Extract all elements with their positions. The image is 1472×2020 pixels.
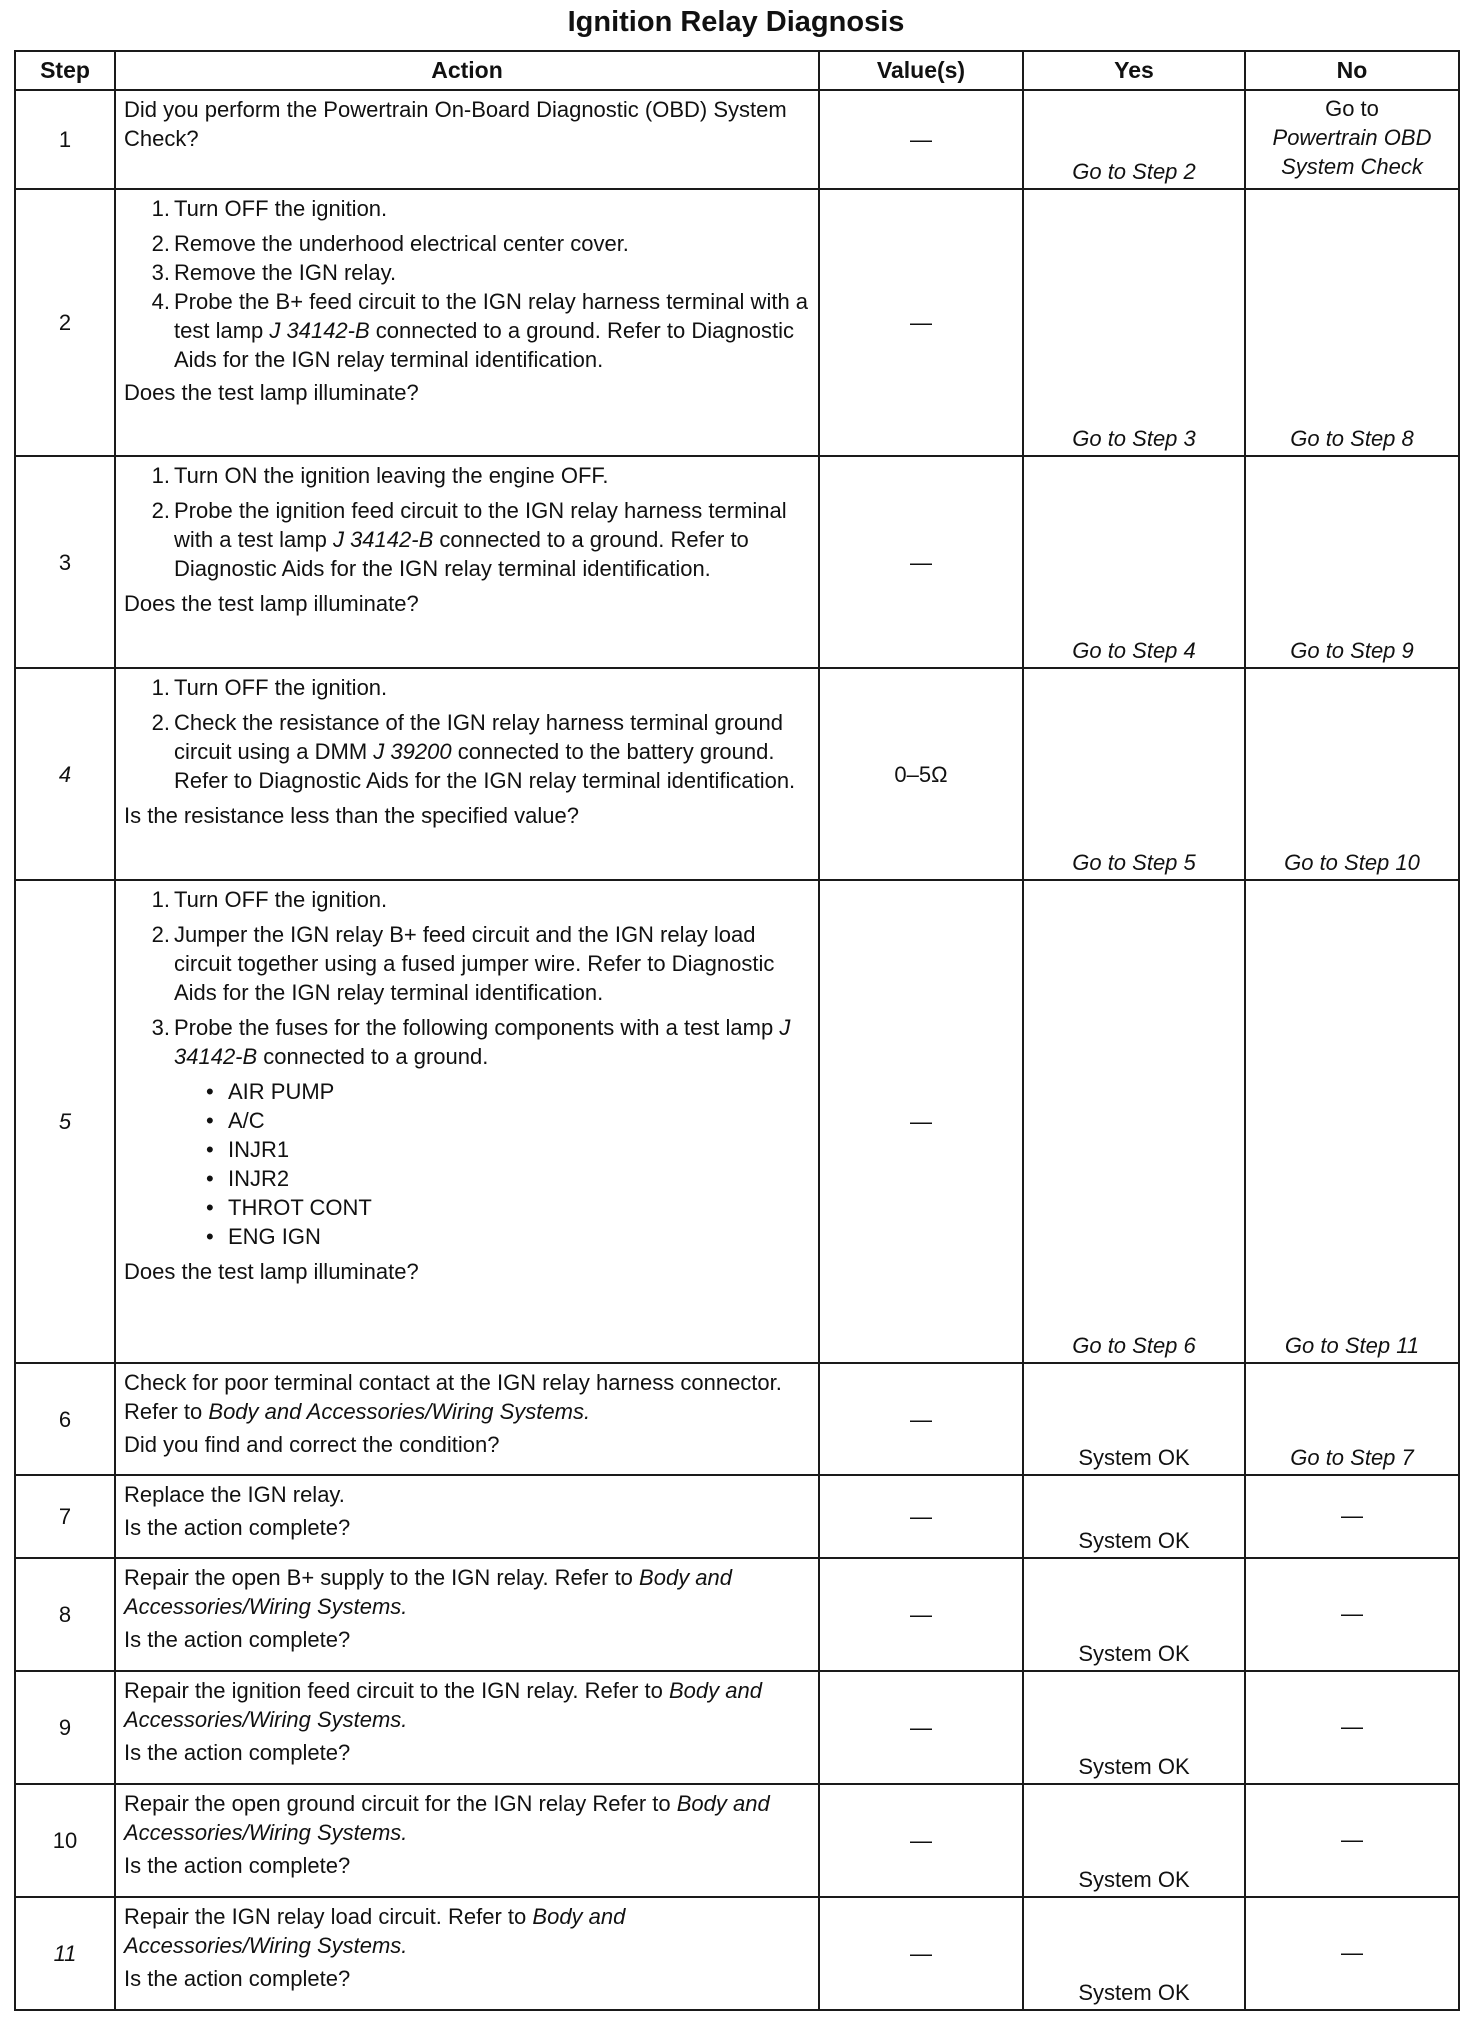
tool-number: J 34142-B xyxy=(332,527,434,552)
no-cell: — xyxy=(1245,1784,1459,1897)
yes-cell: Go to Step 3 xyxy=(1023,189,1245,456)
yes-cell: System OK xyxy=(1023,1897,1245,2010)
component-item: • A/C xyxy=(204,1106,812,1135)
step-number: 5 xyxy=(15,880,115,1363)
table-row xyxy=(15,1671,1459,1784)
reference-link: Body and Accessories/Wiring Systems. xyxy=(208,1399,591,1424)
value-cell: 0–5Ω xyxy=(819,668,1023,880)
header-step: Step xyxy=(15,51,115,90)
yes-cell: Go to Step 4 xyxy=(1023,456,1245,668)
reference-link: Body and Accessories/Wiring Systems. xyxy=(124,1904,626,1958)
action-text: Check for poor terminal contact at the IGN relay harness connector. Refer to xyxy=(124,1370,782,1424)
action-text: Replace the IGN relay. xyxy=(124,1482,345,1507)
no-cell: Go to Step 7 xyxy=(1245,1363,1459,1475)
yes-cell: System OK xyxy=(1023,1558,1245,1671)
tool-number: J 39200 xyxy=(373,739,452,764)
action-question: Is the action complete? xyxy=(124,1515,351,1540)
list-item: 1. Turn OFF the ignition. xyxy=(151,887,388,912)
table-row xyxy=(15,189,1459,456)
list-item: 4. Probe the B+ feed circuit to the IGN relay harness terminal with a test lamp J 34142-B connected to a ground. Refer to Diagnostic Aids for the IGN relay terminal identification. xyxy=(151,289,809,372)
action-cell xyxy=(115,1671,819,1784)
table-row xyxy=(15,456,1459,668)
step-number: 3 xyxy=(15,456,115,668)
value-cell: — xyxy=(819,90,1023,189)
component-item: • AIR PUMP xyxy=(204,1077,812,1106)
yes-cell: System OK xyxy=(1023,1475,1245,1558)
action-text: Repair the ignition feed circuit to the IGN relay. Refer to xyxy=(124,1678,663,1703)
table-row xyxy=(15,1558,1459,1671)
header-values: Value(s) xyxy=(819,51,1023,90)
action-cell xyxy=(115,189,819,456)
action-cell xyxy=(115,1558,819,1671)
table-row xyxy=(15,1363,1459,1475)
no-cell: Go to Step 10 xyxy=(1245,668,1459,880)
list-item: 1. Turn ON the ignition leaving the engine OFF. xyxy=(151,463,609,488)
step-number: 11 xyxy=(15,1897,115,2010)
component-item: • INJR2 xyxy=(204,1164,812,1193)
value-cell: — xyxy=(819,1363,1023,1475)
action-question: Is the action complete? xyxy=(124,1966,351,1991)
no-line: Go to xyxy=(1325,96,1379,121)
action-question: Is the action complete? xyxy=(124,1627,351,1652)
action-cell xyxy=(115,1897,819,2010)
action-question: Does the test lamp illuminate? xyxy=(124,591,419,616)
list-item: 1. Turn OFF the ignition. xyxy=(151,196,388,221)
reference-link: Body and Accessories/Wiring Systems. xyxy=(124,1678,762,1732)
value-cell: — xyxy=(819,456,1023,668)
list-item: 2. Probe the ignition feed circuit to the IGN relay harness terminal with a test lamp J 34142-B connected to a ground. Refer to Diagnostic Aids for the IGN relay terminal identification. xyxy=(151,498,787,581)
action-cell xyxy=(115,1784,819,1897)
component-item: • THROT CONT xyxy=(204,1193,812,1222)
yes-cell: Go to Step 5 xyxy=(1023,668,1245,880)
no-cell: — xyxy=(1245,1558,1459,1671)
yes-cell: Go to Step 2 xyxy=(1023,90,1245,189)
yes-cell: System OK xyxy=(1023,1784,1245,1897)
action-question: Is the action complete? xyxy=(124,1853,351,1878)
no-cell: — xyxy=(1245,1897,1459,2010)
reference-link: Body and Accessories/Wiring Systems. xyxy=(124,1565,733,1619)
action-cell xyxy=(115,1363,819,1475)
table-row xyxy=(15,880,1459,1363)
no-cell: Go to Step 8 xyxy=(1245,189,1459,456)
value-cell: — xyxy=(819,1784,1023,1897)
action-cell xyxy=(115,1475,819,1558)
yes-cell: Go to Step 6 xyxy=(1023,880,1245,1363)
tool-number: J 34142-B xyxy=(174,1015,791,1069)
value-cell: — xyxy=(819,189,1023,456)
list-item: 2. Remove the underhood electrical center cover. xyxy=(151,231,629,256)
table-row xyxy=(15,1475,1459,1558)
action-text: Repair the open B+ supply to the IGN relay. Refer to xyxy=(124,1565,633,1590)
action-cell xyxy=(115,880,819,1363)
value-cell: — xyxy=(819,1475,1023,1558)
action-text: Repair the open ground circuit for the IGN relay Refer to xyxy=(124,1791,671,1816)
step-number: 1 xyxy=(15,90,115,189)
action-text: Repair the IGN relay load circuit. Refer to xyxy=(124,1904,527,1929)
tool-number: J 34142-B xyxy=(269,318,370,343)
value-cell: — xyxy=(819,1897,1023,2010)
list-item: 2. Jumper the IGN relay B+ feed circuit and the IGN relay load circuit together using a fused jumper wire. Refer to Diagnostic Aids for the IGN relay terminal identification. xyxy=(151,922,775,1005)
action-question: Is the resistance less than the specified value? xyxy=(124,803,579,828)
action-text: Did you perform the Powertrain On-Board Diagnostic (OBD) System Check? xyxy=(124,97,787,151)
list-item: 1. Turn OFF the ignition. xyxy=(151,675,388,700)
yes-cell: System OK xyxy=(1023,1671,1245,1784)
component-item: • ENG IGN xyxy=(204,1222,812,1251)
no-cell: — xyxy=(1245,1671,1459,1784)
action-cell xyxy=(115,668,819,880)
no-line: System Check xyxy=(1281,154,1423,179)
value-cell: — xyxy=(819,1671,1023,1784)
action-question: Did you find and correct the condition? xyxy=(124,1432,500,1457)
step-number: 6 xyxy=(15,1363,115,1475)
step-number: 10 xyxy=(15,1784,115,1897)
no-cell: Go to Step 11 xyxy=(1245,880,1459,1363)
step-number: 4 xyxy=(15,668,115,880)
yes-cell: System OK xyxy=(1023,1363,1245,1475)
component-item: • INJR1 xyxy=(204,1135,812,1164)
reference-link: Body and Accessories/Wiring Systems. xyxy=(124,1791,770,1845)
step-number: 8 xyxy=(15,1558,115,1671)
page-title: Ignition Relay Diagnosis xyxy=(567,6,905,38)
no-cell: — xyxy=(1245,1475,1459,1558)
table-header-row xyxy=(15,51,1459,90)
action-question: Is the action complete? xyxy=(124,1740,351,1765)
table-row xyxy=(15,1897,1459,2010)
header-action: Action xyxy=(115,51,819,90)
step-number: 7 xyxy=(15,1475,115,1558)
diagnosis-table xyxy=(14,50,1460,2011)
step-number: 9 xyxy=(15,1671,115,1784)
action-cell xyxy=(115,456,819,668)
table-row xyxy=(15,90,1459,189)
step-number: 2 xyxy=(15,189,115,456)
list-item: 3. Remove the IGN relay. xyxy=(151,260,397,285)
table-row xyxy=(15,668,1459,880)
value-cell: — xyxy=(819,880,1023,1363)
list-item: 3. Probe the fuses for the following components with a test lamp J 34142-B connected to a ground. • AIR PUMP • A/C • INJR1 • INJR2 • THROT CONT • ENG IGN xyxy=(144,1013,812,1251)
no-line: Powertrain OBD xyxy=(1272,125,1432,150)
list-item: 2. Check the resistance of the IGN relay harness terminal ground circuit using a DMM J 39200 connected to the battery ground. Refer to Diagnostic Aids for the IGN relay terminal identification. xyxy=(151,710,796,793)
action-cell xyxy=(115,90,819,189)
value-cell: — xyxy=(819,1558,1023,1671)
table-row xyxy=(15,1784,1459,1897)
header-yes: Yes xyxy=(1023,51,1245,90)
header-no: No xyxy=(1245,51,1459,90)
action-question: Does the test lamp illuminate? xyxy=(124,380,419,405)
no-cell: Go to Step 9 xyxy=(1245,456,1459,668)
no-cell xyxy=(1245,90,1459,189)
action-question: Does the test lamp illuminate? xyxy=(124,1259,419,1284)
